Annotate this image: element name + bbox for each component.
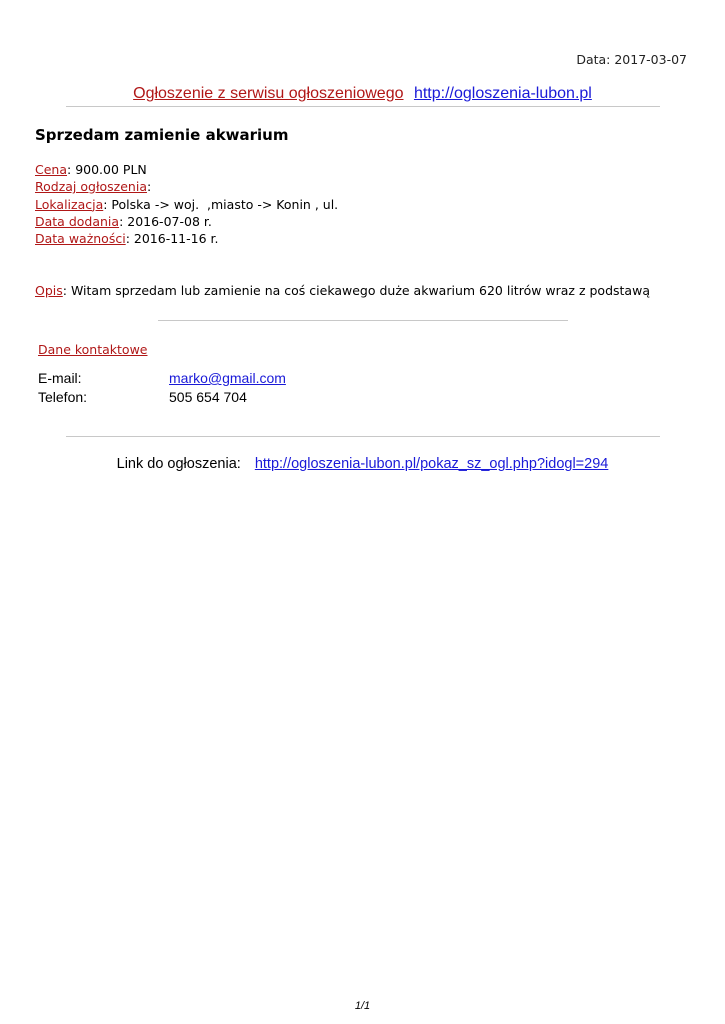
expiry-date-label: Data ważności xyxy=(35,231,126,247)
document-date: Data: 2017-03-07 xyxy=(576,52,687,67)
ad-title: Sprzedam zamienie akwarium xyxy=(35,126,289,144)
description xyxy=(35,283,650,298)
field-expiry-date xyxy=(35,230,338,247)
date-added-label: Data dodania xyxy=(35,213,120,229)
price-label: Cena xyxy=(35,162,68,177)
site-label: Ogłoszenie z serwisu ogłoszeniowego xyxy=(133,85,404,102)
date-added-value: : 2016-07-08 r. xyxy=(119,213,212,229)
divider-middle xyxy=(158,320,568,321)
contact-heading: Dane kontaktowe xyxy=(38,342,148,357)
field-date-added xyxy=(35,213,338,230)
price-value: : 900.00 PLN xyxy=(67,162,147,177)
description-label: Opis xyxy=(35,283,63,298)
ad-type-value: : xyxy=(146,179,152,195)
location-value: : Polska -> woj. ,miasto -> Konin , ul. xyxy=(103,196,339,212)
ad-link-label: Link do ogłoszenia: xyxy=(116,456,241,472)
expiry-date-value: : 2016-11-16 r. xyxy=(125,231,219,247)
email-label: E-mail: xyxy=(38,370,82,386)
email-link[interactable]: marko@gmail.com xyxy=(169,370,286,386)
source-header xyxy=(0,85,725,103)
field-ad-type xyxy=(35,178,338,195)
ad-link-row xyxy=(0,456,725,472)
ad-type-label: Rodzaj ogłoszenia xyxy=(35,179,147,195)
site-link[interactable]: http://ogloszenia-lubon.pl xyxy=(413,85,592,102)
divider-top xyxy=(66,106,660,107)
phone-label: Telefon: xyxy=(38,389,88,405)
field-price xyxy=(35,161,338,178)
ad-link[interactable]: http://ogloszenia-lubon.pl/pokaz_sz_ogl.php?idogl=294 xyxy=(254,456,609,472)
field-location xyxy=(35,196,338,213)
location-label: Lokalizacja xyxy=(35,196,104,212)
phone-value: 505 654 704 xyxy=(169,389,247,405)
description-value: : Witam sprzedam lub zamienie na coś ciekawego duże akwarium 620 litrów wraz z podstawą xyxy=(62,283,650,298)
divider-bottom xyxy=(66,436,660,437)
ad-fields xyxy=(35,161,338,247)
page-number: 1/1 xyxy=(354,1000,371,1012)
